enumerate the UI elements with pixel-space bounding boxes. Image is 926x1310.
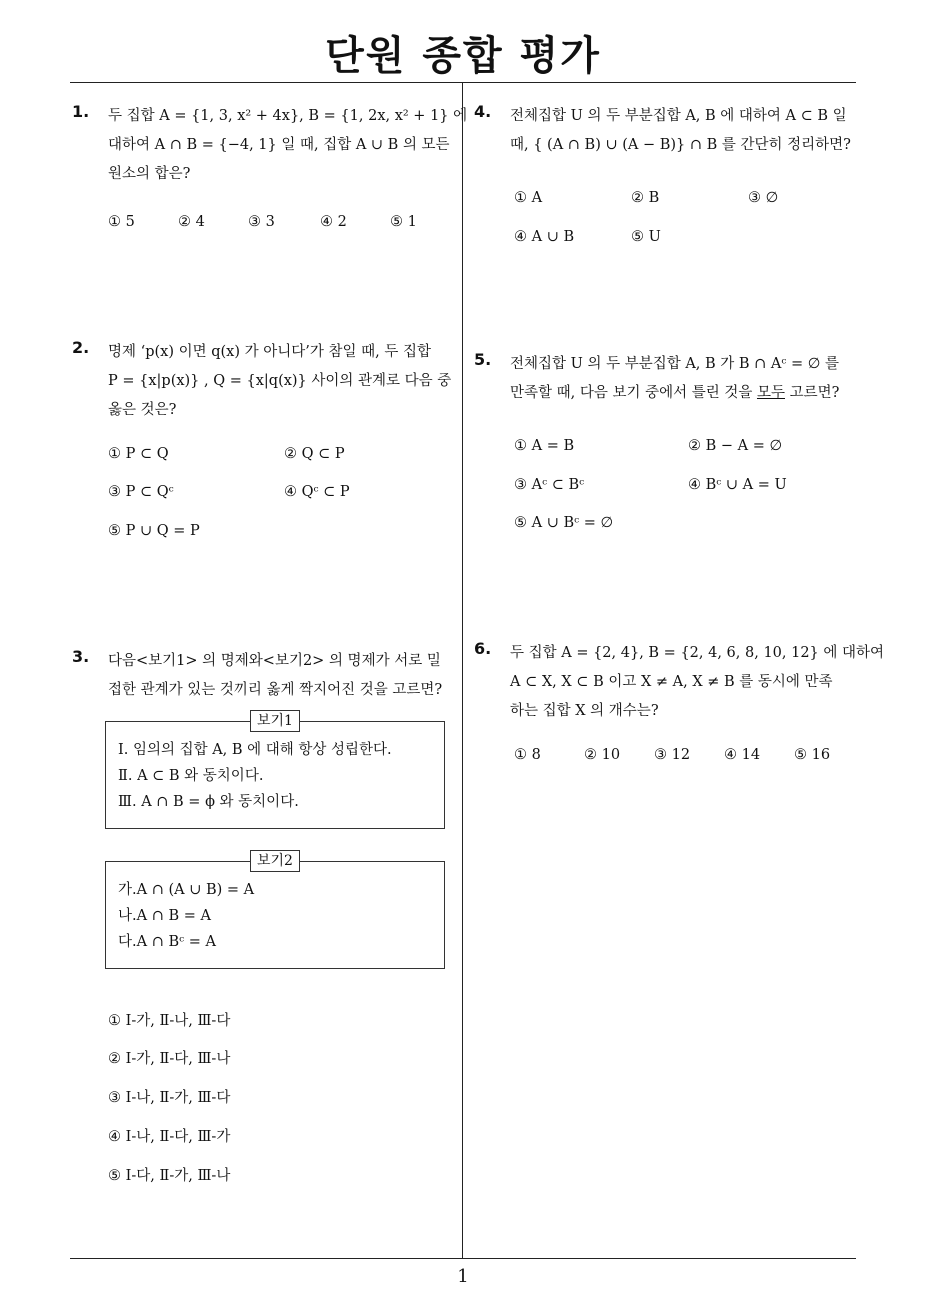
option-2[interactable]: ② Ⅰ-가, Ⅱ-다, Ⅲ-나 bbox=[108, 1051, 231, 1067]
page-number: 1 bbox=[457, 1266, 469, 1287]
option-2[interactable]: ② 10 bbox=[584, 747, 621, 763]
example-line: 다.A ∩ Bᶜ = A bbox=[118, 934, 216, 950]
question-number: 6. bbox=[474, 639, 492, 658]
option-4[interactable]: ④ 14 bbox=[724, 747, 761, 763]
question-line: 원소의 합은? bbox=[108, 166, 191, 182]
question-line-part: 고르면? bbox=[785, 385, 840, 401]
option-5[interactable]: ⑤ P ∪ Q = P bbox=[108, 523, 200, 539]
option-5[interactable]: ⑤ U bbox=[631, 229, 661, 245]
option-4[interactable]: ④ Ⅰ-나, Ⅱ-다, Ⅲ-가 bbox=[108, 1129, 231, 1145]
question-line: P = {x|p(x)} , Q = {x|q(x)} 사이의 관계로 다음 중 bbox=[108, 373, 452, 389]
question-number: 4. bbox=[474, 102, 492, 121]
question-2 bbox=[72, 338, 462, 548]
example-line: Ⅰ. 임의의 집합 A, B 에 대해 항상 성립한다. bbox=[118, 742, 392, 758]
example-box-label: 보기2 bbox=[250, 850, 300, 872]
option-2[interactable]: ② B bbox=[631, 190, 660, 206]
question-line: 다음<보기1> 의 명제와<보기2> 의 명제가 서로 밀 bbox=[108, 653, 441, 669]
question-line: 하는 집합 X 의 개수는? bbox=[510, 703, 659, 719]
example-line: 나.A ∩ B = A bbox=[118, 908, 211, 924]
option-4[interactable]: ④ Qᶜ ⊂ P bbox=[284, 484, 350, 500]
option-2[interactable]: ② 4 bbox=[178, 214, 205, 230]
question-line: 전체집합 U 의 두 부분집합 A, B 가 B ∩ Aᶜ = ∅ 를 bbox=[510, 356, 840, 372]
option-5[interactable]: ⑤ Ⅰ-다, Ⅱ-가, Ⅲ-나 bbox=[108, 1168, 231, 1184]
option-3[interactable]: ③ ∅ bbox=[748, 190, 779, 206]
question-5 bbox=[474, 350, 864, 540]
option-1[interactable]: ① A bbox=[514, 190, 543, 206]
question-line: 대하여 A ∩ B = {−4, 1} 일 때, 집합 A ∪ B 의 모든 bbox=[108, 137, 450, 153]
question-line: 전체집합 U 의 두 부분집합 A, B 에 대하여 A ⊂ B 일 bbox=[510, 108, 847, 124]
example-line: Ⅲ. A ∩ B = ϕ 와 동치이다. bbox=[118, 794, 299, 810]
question-line-part: 만족할 때, 다음 보기 중에서 틀린 것을 bbox=[510, 385, 757, 401]
option-2[interactable]: ② B − A = ∅ bbox=[688, 438, 783, 454]
option-4[interactable]: ④ Bᶜ ∪ A = U bbox=[688, 477, 787, 493]
option-1[interactable]: ① 8 bbox=[514, 747, 541, 763]
example-box-2 bbox=[105, 853, 445, 969]
option-3[interactable]: ③ 12 bbox=[654, 747, 691, 763]
option-2[interactable]: ② Q ⊂ P bbox=[284, 446, 345, 462]
question-number: 3. bbox=[72, 647, 90, 666]
bottom-rule bbox=[70, 1258, 856, 1259]
option-3[interactable]: ③ 3 bbox=[248, 214, 275, 230]
option-5[interactable]: ⑤ 1 bbox=[390, 214, 417, 230]
question-text bbox=[108, 102, 467, 189]
question-4 bbox=[474, 102, 864, 252]
question-3 bbox=[72, 647, 462, 1197]
option-3[interactable]: ③ P ⊂ Qᶜ bbox=[108, 484, 174, 500]
option-1[interactable]: ① A = B bbox=[514, 438, 575, 454]
example-box-label: 보기1 bbox=[250, 710, 300, 732]
question-1 bbox=[72, 102, 468, 242]
question-text bbox=[510, 350, 839, 408]
option-3[interactable]: ③ Aᶜ ⊂ Bᶜ bbox=[514, 477, 585, 493]
question-line bbox=[510, 379, 839, 408]
question-line: 두 집합 A = {2, 4}, B = {2, 4, 6, 8, 10, 12} 에 대하여 bbox=[510, 645, 885, 661]
question-text bbox=[510, 102, 851, 160]
question-text bbox=[510, 639, 884, 726]
question-text bbox=[108, 647, 442, 705]
option-5[interactable]: ⑤ 16 bbox=[794, 747, 831, 763]
question-line: A ⊂ X, X ⊂ B 이고 X ≠ A, X ≠ B 를 동시에 만족 bbox=[510, 674, 833, 690]
underlined-word: 모두 bbox=[756, 385, 785, 401]
question-line: 때, { (A ∩ B) ∪ (A − B)} ∩ B 를 간단히 정리하면? bbox=[510, 137, 851, 153]
question-text bbox=[108, 338, 451, 425]
column-divider bbox=[462, 82, 463, 1258]
option-4[interactable]: ④ 2 bbox=[320, 214, 347, 230]
question-line: 접한 관계가 있는 것끼리 옳게 짝지어진 것을 고르면? bbox=[108, 682, 443, 698]
question-number: 5. bbox=[474, 350, 492, 369]
example-line: 가.A ∩ (A ∪ B) = A bbox=[118, 882, 255, 898]
question-6 bbox=[474, 639, 885, 779]
question-number: 1. bbox=[72, 102, 90, 121]
example-box-1 bbox=[105, 713, 445, 829]
option-5[interactable]: ⑤ A ∪ Bᶜ = ∅ bbox=[514, 515, 614, 531]
question-number: 2. bbox=[72, 338, 90, 357]
option-4[interactable]: ④ A ∪ B bbox=[514, 229, 575, 245]
option-1[interactable]: ① 5 bbox=[108, 214, 135, 230]
top-rule bbox=[70, 82, 856, 83]
option-1[interactable]: ① P ⊂ Q bbox=[108, 446, 169, 462]
example-line: Ⅱ. A ⊂ B 와 동치이다. bbox=[118, 768, 264, 784]
option-1[interactable]: ① Ⅰ-가, Ⅱ-나, Ⅲ-다 bbox=[108, 1013, 231, 1029]
question-line: 명제 ‘p(x) 이면 q(x) 가 아니다’가 참일 때, 두 집합 bbox=[108, 344, 431, 360]
question-line: 두 집합 A = {1, 3, x² + 4x}, B = {1, 2x, x² + 1} 에 bbox=[108, 108, 468, 124]
option-3[interactable]: ③ Ⅰ-나, Ⅱ-가, Ⅲ-다 bbox=[108, 1090, 231, 1106]
page-title: 단원 종합 평가 bbox=[325, 33, 601, 79]
question-line: 옳은 것은? bbox=[108, 402, 177, 418]
